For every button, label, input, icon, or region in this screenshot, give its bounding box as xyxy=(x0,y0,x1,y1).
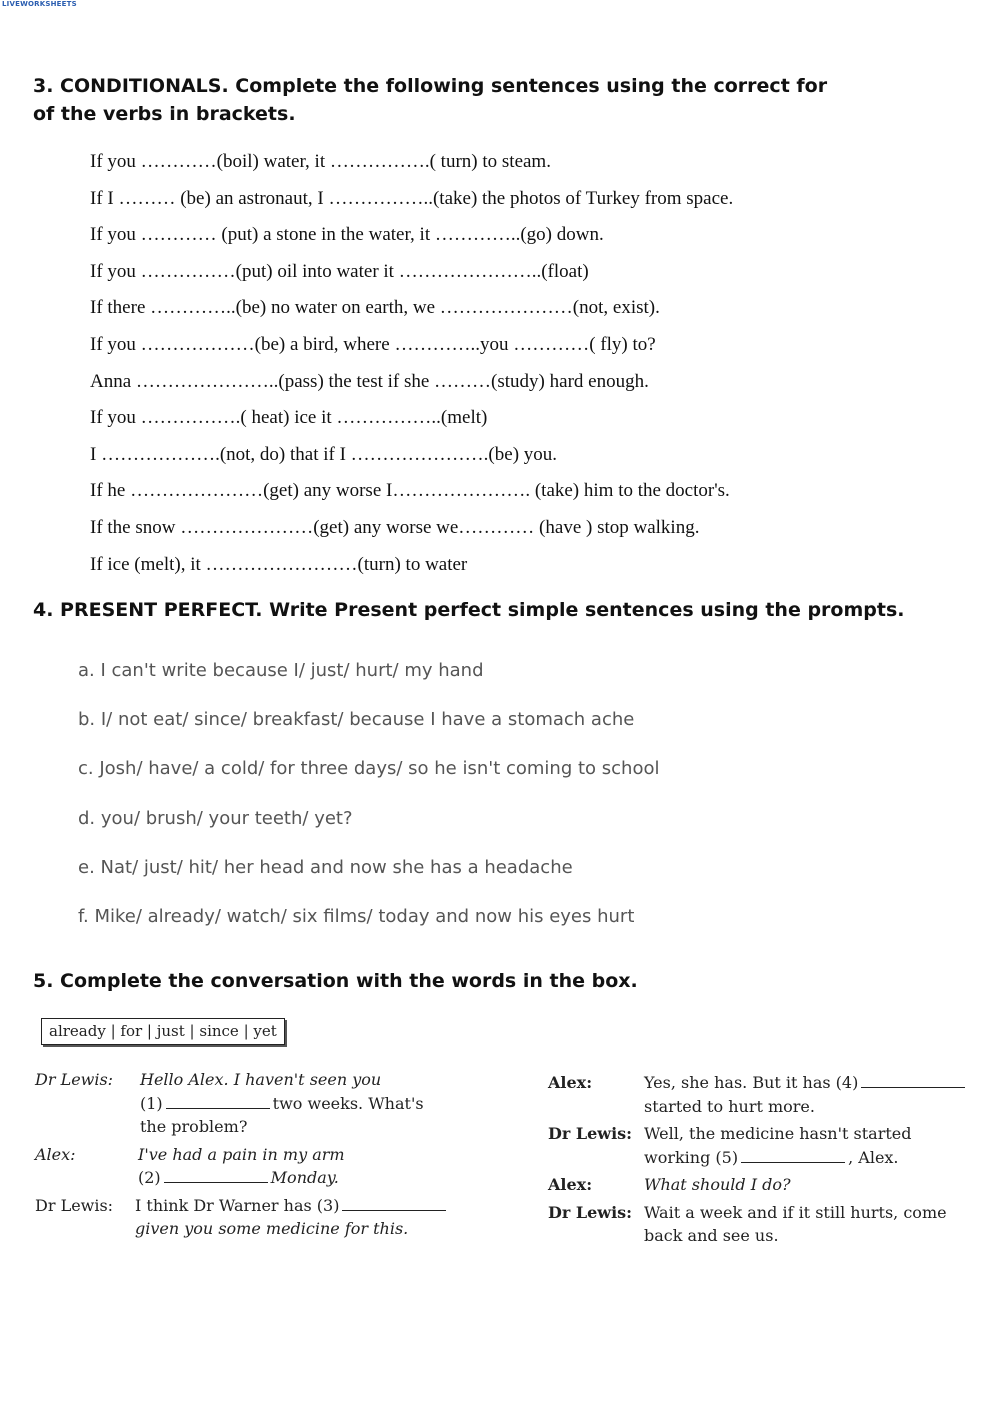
dialogue-line xyxy=(135,1194,449,1218)
liveworksheets-logo: LIVEWORKSHEETS xyxy=(2,0,77,8)
dialogue-line xyxy=(644,1071,968,1095)
dialogue-line: Hello Alex. I haven't seen you xyxy=(140,1070,382,1089)
speaker-label: Dr Lewis: xyxy=(35,1070,114,1089)
prompt-item: d. you/ brush/ your teeth/ yet? xyxy=(78,807,353,829)
conditional-sentence: If ice (melt), it ……………………(turn) to water xyxy=(90,553,468,575)
section-5-heading: 5. Complete the conversation with the words in the box. xyxy=(33,970,638,992)
blank-number: (2) xyxy=(138,1168,161,1187)
dialogue-line: back and see us. xyxy=(644,1226,779,1245)
conditional-sentence: Anna …………………..(pass) the test if she ………(study) hard enough. xyxy=(90,370,649,392)
speaker-label: Dr Lewis: xyxy=(548,1124,633,1143)
dialogue-line: working (5) xyxy=(644,1147,739,1167)
answer-blank-4[interactable] xyxy=(861,1074,965,1088)
dialogue-text xyxy=(644,1201,947,1248)
dialogue-text xyxy=(135,1194,449,1241)
dialogue-line: , Alex. xyxy=(848,1147,899,1167)
answer-blank-3[interactable] xyxy=(342,1197,446,1211)
present-perfect-prompts xyxy=(78,656,659,951)
speaker-label: Dr Lewis: xyxy=(35,1195,114,1215)
conditional-sentence: If you ……………(put) oil into water it …………………..(float) xyxy=(90,260,589,282)
speaker-label: Dr Lewis: xyxy=(548,1202,633,1222)
dialogue-line: Wait a week and if it still hurts, come xyxy=(644,1202,947,1222)
dialogue-turn xyxy=(548,1173,988,1197)
dialogue-text xyxy=(644,1173,791,1197)
dialogue-line: What should I do? xyxy=(644,1175,791,1194)
dialogue-line xyxy=(644,1146,911,1170)
dialogue-turn xyxy=(35,1068,505,1139)
dialogue-line: two weeks. What's xyxy=(272,1093,424,1113)
dialogue-text xyxy=(140,1068,424,1139)
prompt-item: c. Josh/ have/ a cold/ for three days/ so he isn't coming to school xyxy=(78,758,660,780)
dialogue-line xyxy=(138,1166,345,1190)
dialogue-text xyxy=(138,1143,345,1190)
conditional-sentence: If I ……… (be) an astronaut, I ……………..(take) the photos of Turkey from space. xyxy=(90,187,734,209)
conditional-sentence: If you ………… (put) a stone in the water, it …………..(go) down. xyxy=(90,224,604,246)
answer-blank-5[interactable] xyxy=(741,1149,845,1163)
dialogue-line: Well, the medicine hasn't started xyxy=(644,1124,912,1143)
conditional-sentence: If you …………(boil) water, it …………….( turn) to steam. xyxy=(90,151,551,172)
dialogue-line: I've had a pain in my arm xyxy=(138,1144,345,1164)
conditional-sentence: If the snow …………………(get) any worse we………… (have ) stop walking. xyxy=(90,516,700,538)
dialogue-turn xyxy=(35,1143,505,1190)
dialogue-text xyxy=(644,1122,911,1169)
conditional-sentence: I ……………….(not, do) that if I ………………….(be) you. xyxy=(90,443,558,465)
section-3-heading: 3. CONDITIONALS. Complete the following sentences using the correct for of the verbs in brackets. xyxy=(33,75,828,125)
prompt-item: f. Mike/ already/ watch/ six films/ today and now his eyes hurt xyxy=(78,905,635,927)
dialogue-line xyxy=(140,1092,424,1116)
dialogue-turn xyxy=(35,1194,505,1241)
prompt-item: e. Nat/ just/ hit/ her head and now she has a headache xyxy=(78,856,573,878)
dialogue-right-column xyxy=(548,1071,988,1252)
conditional-sentence: If he …………………(get) any worse I…………………. (take) him to the doctor's. xyxy=(90,480,730,502)
dialogue-turn xyxy=(548,1122,988,1169)
dialogue-line: started to hurt more. xyxy=(644,1096,815,1116)
answer-blank-2[interactable] xyxy=(164,1169,268,1183)
answer-blank-1[interactable] xyxy=(166,1095,270,1109)
dialogue-line: Monday. xyxy=(270,1168,339,1187)
dialogue-line: Yes, she has. But it has (4) xyxy=(644,1073,859,1092)
dialogue-text xyxy=(644,1071,968,1118)
dialogue-turn xyxy=(548,1071,988,1118)
conditional-sentence: If there …………..(be) no water on earth, we …………………(not, exist). xyxy=(90,297,660,319)
speaker-label: Alex: xyxy=(548,1073,593,1092)
conditional-sentence: If you ………………(be) a bird, where …………..you …………( fly) to? xyxy=(90,333,656,355)
prompt-item: a. I can't write because I/ just/ hurt/ my hand xyxy=(78,660,484,681)
conditionals-list xyxy=(90,147,733,586)
word-box: already | for | just | since | yet xyxy=(41,1018,285,1045)
dialogue-line: the problem? xyxy=(140,1117,248,1136)
speaker-label: Alex: xyxy=(35,1144,76,1164)
dialogue-line: given you some medicine for this. xyxy=(135,1219,409,1238)
conditional-sentence: If you …………….( heat) ice it ……………..(melt) xyxy=(90,407,488,429)
speaker-label: Alex: xyxy=(548,1175,593,1194)
blank-number: (1) xyxy=(140,1093,163,1113)
prompt-item: b. I/ not eat/ since/ breakfast/ because I have a stomach ache xyxy=(78,709,635,731)
dialogue-turn xyxy=(548,1201,988,1248)
section-4-heading: 4. PRESENT PERFECT. Write Present perfect simple sentences using the prompts. xyxy=(33,599,905,621)
dialogue-left-column xyxy=(35,1068,505,1245)
dialogue-line: I think Dr Warner has (3) xyxy=(135,1195,340,1215)
